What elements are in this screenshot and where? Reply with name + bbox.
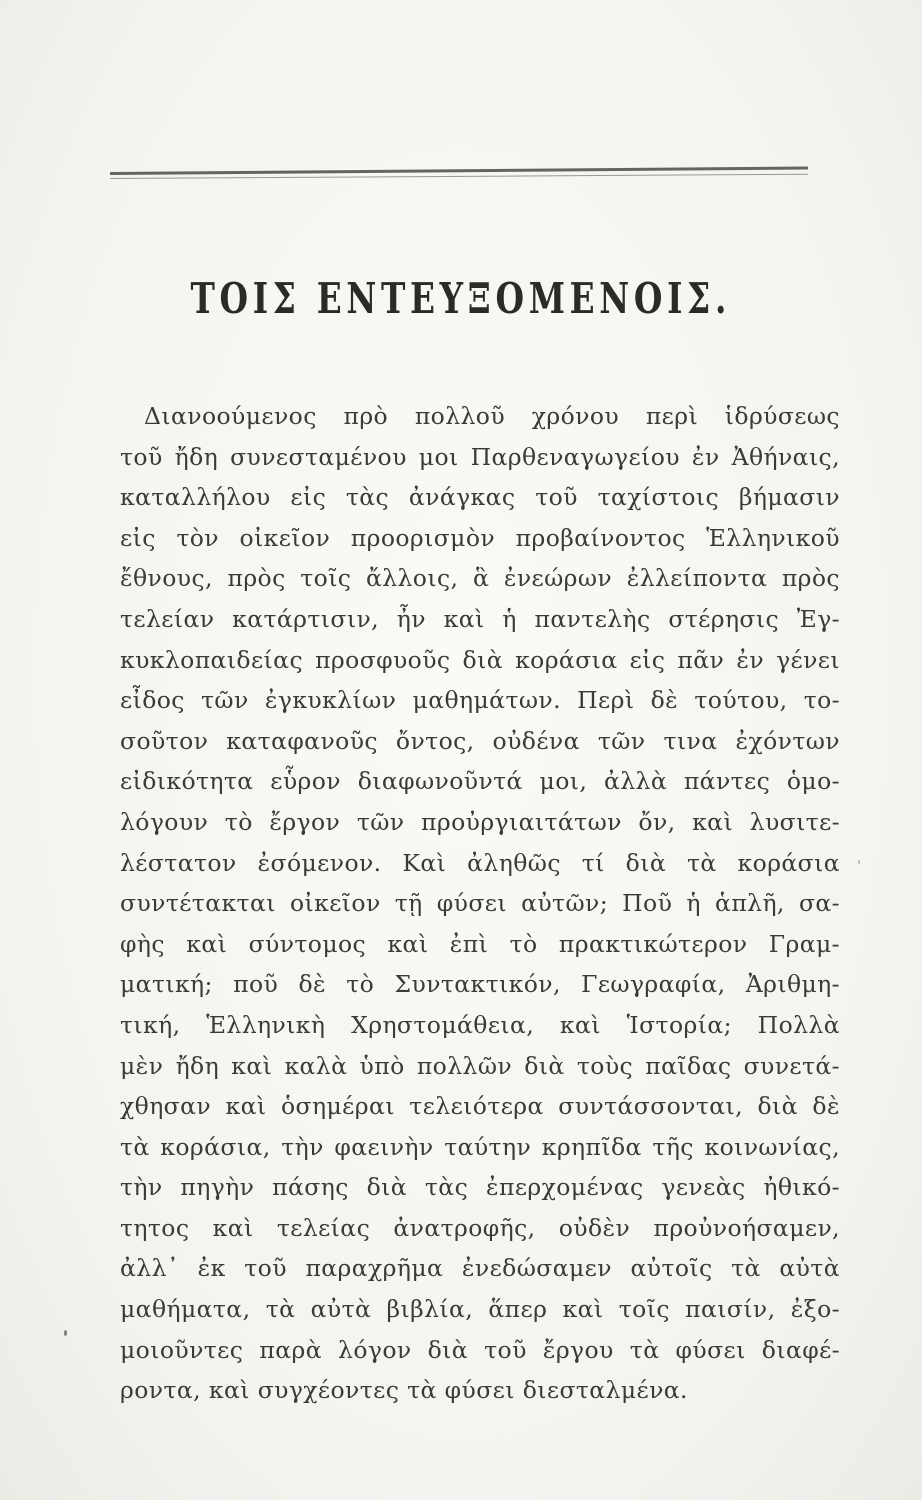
text-line: σοῦτον καταφανοῦς ὄντος, οὐδένα τῶν τινα ἐχόντων bbox=[120, 726, 840, 755]
text-line: κυκλοπαιδείας προσφυοῦς διὰ κοράσια εἰς πᾶν ἐν γένει bbox=[120, 645, 840, 674]
text-line: ἔθνους, πρὸς τοῖς ἄλλοις, ἃ ἐνεώρων ἐλλείποντα πρὸς bbox=[120, 564, 840, 593]
text-line: τοῦ ἤδη συνεσταμένου μοι Παρθεναγωγείου ἐν Ἀθήναις, bbox=[120, 442, 840, 471]
text-line: ροντα, καὶ συγχέοντες τὰ φύσει διεσταλμένα. bbox=[120, 1376, 688, 1405]
text-line: μοιοῦντες παρὰ λόγον διὰ τοῦ ἔργου τὰ φύσει διαφέ- bbox=[120, 1335, 840, 1364]
page-title: ΤΟΙΣ ΕΝΤΕΥΞΟΜΕΝΟΙΣ. bbox=[190, 274, 732, 323]
text-line: ἀλλ᾽ ἐκ τοῦ παραχρῆμα ἐνεδώσαμεν αὐτοῖς τὰ αὐτὰ bbox=[120, 1254, 840, 1283]
text-line: εἶδος τῶν ἐγκυκλίων μαθημάτων. Περὶ δὲ τούτου, το- bbox=[120, 686, 840, 715]
body-paragraph bbox=[120, 396, 840, 1411]
text-line: λέστατον ἐσόμενον. Καὶ ἀληθῶς τί διὰ τὰ κοράσια bbox=[120, 848, 840, 877]
ink-speck bbox=[858, 860, 860, 864]
text-line: φὴς καὶ σύντομος καὶ ἐπὶ τὸ πρακτικώτερον Γραμ- bbox=[120, 929, 840, 958]
text-line: τελείαν κατάρτισιν, ἦν καὶ ἡ παντελὴς στέρησις Ἐγ- bbox=[120, 604, 840, 633]
text-line: εἰς τὸν οἰκεῖον προορισμὸν προβαίνοντος Ἑλληνικοῦ bbox=[120, 523, 840, 552]
text-line: συντέτακται οἰκεῖον τῇ φύσει αὐτῶν; Ποῦ ἡ ἁπλῆ, σα- bbox=[120, 889, 840, 918]
text-line: μὲν ἤδη καὶ καλὰ ὑπὸ πολλῶν διὰ τοὺς παῖδας συνετά- bbox=[120, 1051, 840, 1080]
text-line: τική, Ἑλληνικὴ Χρηστομάθεια, καὶ Ἱστορία; Πολλὰ bbox=[120, 1010, 840, 1039]
text-line: χθησαν καὶ ὁσημέραι τελειότερα συντάσσονται, διὰ δὲ bbox=[120, 1092, 840, 1121]
text-line: τὰ κοράσια, τὴν φαεινὴν ταύτην κρηπῖδα τῆς κοινωνίας, bbox=[120, 1132, 840, 1161]
text-line: λόγουν τὸ ἔργον τῶν προὐργιαιτάτων ὄν, καὶ λυσιτε- bbox=[120, 807, 840, 836]
text-line: εἰδικότητα εὗρον διαφωνοῦντά μοι, ἀλλὰ πάντες ὁμο- bbox=[120, 767, 840, 796]
text-line: τὴν πηγὴν πάσης διὰ τὰς ἐπερχομένας γενεὰς ἠθικό- bbox=[120, 1173, 840, 1202]
text-line: μαθήματα, τὰ αὐτὰ βιβλία, ἅπερ καὶ τοῖς παισίν, ἐξο- bbox=[120, 1295, 840, 1324]
header-rule-thin bbox=[110, 174, 808, 179]
text-line: καταλλήλου εἰς τὰς ἀνάγκας τοῦ ταχίστοις βήμασιν bbox=[120, 483, 840, 512]
text-line: ματική; ποῦ δὲ τὸ Συντακτικόν, Γεωγραφία, Ἀριθμη- bbox=[120, 970, 840, 999]
text-line: τητος καὶ τελείας ἀνατροφῆς, οὐδὲν προὐνοήσαμεν, bbox=[120, 1213, 840, 1242]
text-line: Διανοούμενος πρὸ πολλοῦ χρόνου περὶ ἱδρύσεως bbox=[144, 402, 840, 430]
ink-speck bbox=[64, 1330, 67, 1336]
